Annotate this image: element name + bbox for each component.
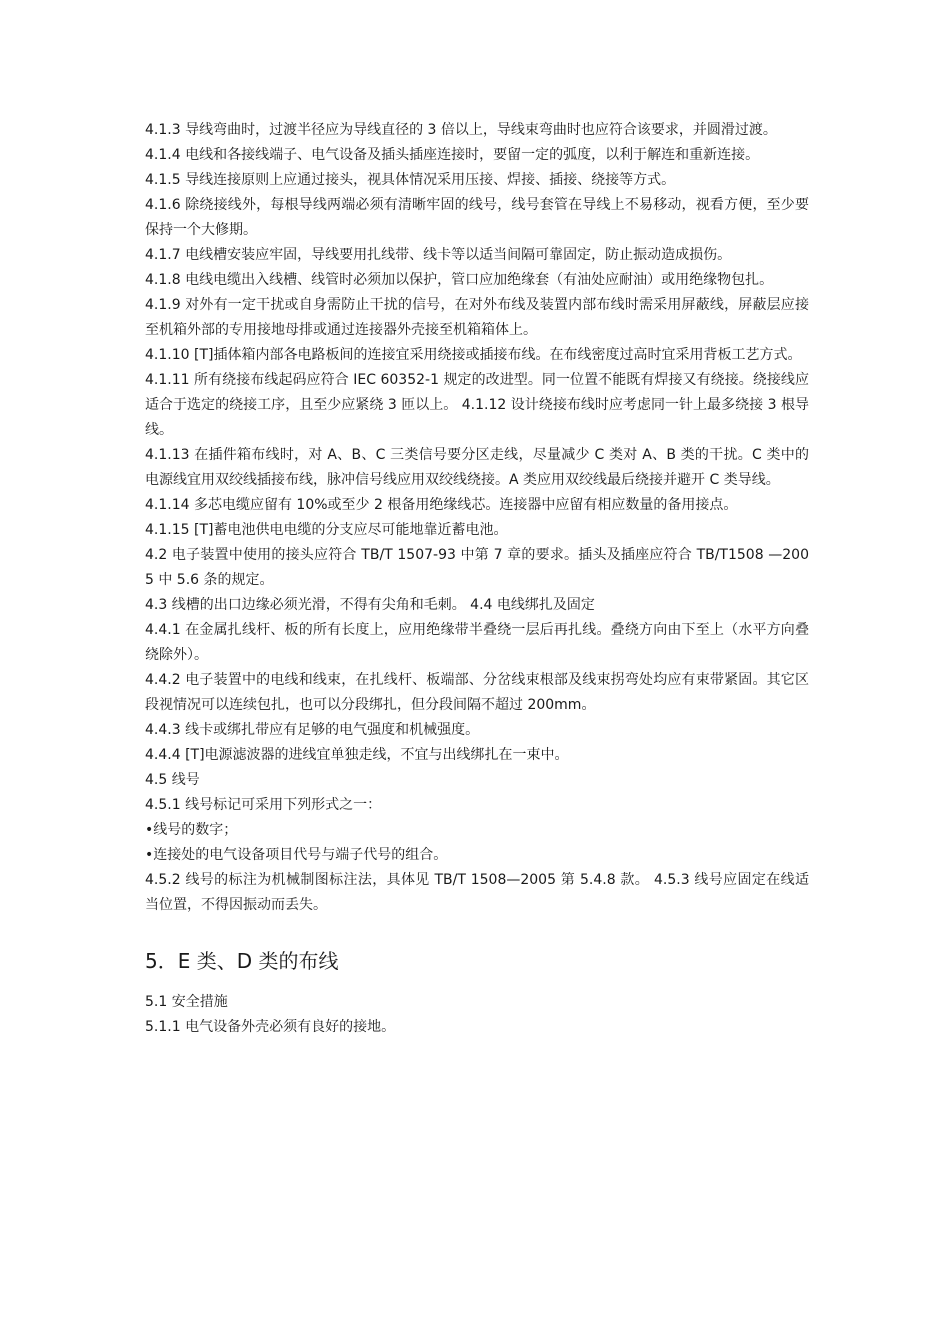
paragraph-4-4-4: 4.4.4 [T]电源滤波器的进线宜单独走线，不宜与出线绑扎在一束中。 [145,747,569,763]
paragraph-5-1-1: 5.1.1 电气设备外壳必须有良好的接地。 [145,1019,396,1035]
paragraph-4-3: 4.3 线槽的出口边缘必须光滑，不得有尖角和毛刺。 4.4 电线绑扎及固定 [145,597,595,613]
paragraph-4-1-8: 4.1.8 电线电缆出入线槽、线管时必须加以保护，管口应加绝缘套（有油处应耐油）或用绝缘物包扎。 [145,272,774,288]
section-heading: 5．E 类、D 类的布线 [145,949,339,973]
paragraph-4-1-14: 4.1.14 多芯电缆应留有 10%或至少 2 根备用绝缘线芯。连接器中应留有相应数量的备用接点。 [145,497,738,513]
paragraph-4-1-6: 4.1.6 除绕接线外，每根导线两端必须有清晰牢固的线号，线号套管在导线上不易移动，视看方便，至少要保持一个大修期。 [145,197,809,238]
paragraph-4-5-1: 4.5.1 线号标记可采用下列形式之一： [145,797,382,813]
paragraph-4-4-1: 4.4.1 在金属扎线杆、板的所有长度上，应用绝缘带半叠绕一层后再扎线。叠绕方向由下至上（水平方向叠绕除外）。 [145,622,809,663]
paragraph-5-1: 5.1 安全措施 [145,994,228,1010]
paragraph-4-1-11: 4.1.11 所有绕接布线起码应符合 IEC 60352-1 规定的改进型。同一位置不能既有焊接又有绕接。绕接线应适合于选定的绕接工序，且至少应紧绕 3 匝以上。 4.1.12 设计绕接布线时应考虑同一针上最多绕接 3 根导线。 [145,372,809,438]
paragraph-4-1-13: 4.1.13 在插件箱布线时，对 A、B、C 三类信号要分区走线，尽量减少 C 类对 A、B 类的干扰。C 类中的电源线宜用双绞线插接布线，脉冲信号线应用双绞线绕接。A 类应用双绞线最后绕接并避开 C 类导线。 [145,447,809,488]
paragraph-4-1-10: 4.1.10 [T]插体箱内部各电路板间的连接宜采用绕接或插接布线。在布线密度过高时宜采用背板工艺方式。 [145,347,802,363]
paragraph-4-1-9: 4.1.9 对外有一定干扰或自身需防止干扰的信号，在对外布线及装置内部布线时需采用屏蔽线，屏蔽层应接至机箱外部的专用接地母排或通过连接器外壳接至机箱箱体上。 [145,297,809,338]
paragraph-4-1-7: 4.1.7 电线槽安装应牢固，导线要用扎线带、线卡等以适当间隔可靠固定，防止振动造成损伤。 [145,247,732,263]
paragraph-4-5-2: 4.5.2 线号的标注为机械制图标注法，具体见 TB/T 1508—2005 第 5.4.8 款。 4.5.3 线号应固定在线适当位置，不得因振动而丢失。 [145,872,809,913]
paragraph-4-1-3: 4.1.3 导线弯曲时，过渡半径应为导线直径的 3 倍以上，导线束弯曲时也应符合该要求，并圆滑过渡。 [145,122,777,138]
list-item-combination: •连接处的电气设备项目代号与端子代号的组合。 [145,847,448,863]
paragraph-4-1-4: 4.1.4 电线和各接线端子、电气设备及插头插座连接时，要留一定的弧度，以利于解连和重新连接。 [145,147,760,163]
list-item-number: •线号的数字； [145,822,238,838]
paragraph-4-4-3: 4.4.3 线卡或绑扎带应有足够的电气强度和机械强度。 [145,722,480,738]
paragraph-4-1-5: 4.1.5 导线连接原则上应通过接头，视具体情况采用压接、焊接、插接、绕接等方式。 [145,172,676,188]
paragraph-4-5: 4.5 线号 [145,772,200,788]
paragraph-4-2: 4.2 电子装置中使用的接头应符合 TB/T 1507-93 中第 7 章的要求。插头及插座应符合 TB/T1508 —2005 中 5.6 条的规定。 [145,547,809,588]
document-page [145,118,809,1040]
paragraph-4-1-15: 4.1.15 [T]蓄电池供电电缆的分支应尽可能地靠近蓄电池。 [145,522,508,538]
paragraph-4-4-2: 4.4.2 电子装置中的电线和线束，在扎线杆、板端部、分岔线束根部及线束拐弯处均应有束带紧固。其它区段视情况可以连续包扎，也可以分段绑扎，但分段间隔不超过 200mm。 [145,672,809,713]
